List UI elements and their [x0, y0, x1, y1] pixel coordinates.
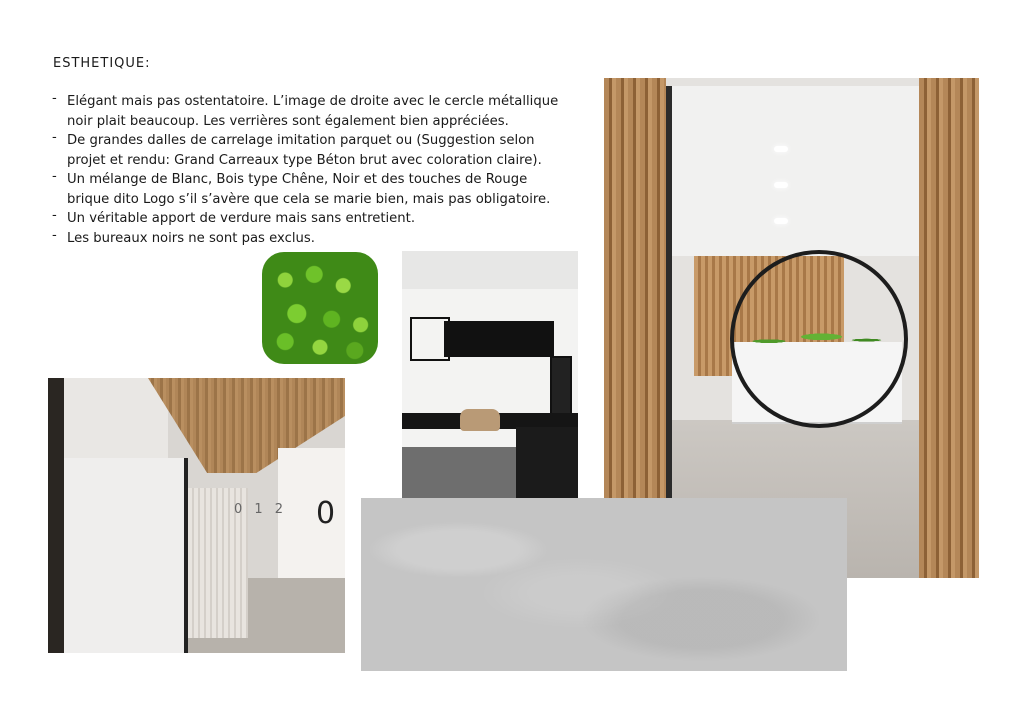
bullet-item: - Elégant mais pas ostentatoire. L’image de droite avec le cercle métallique noir plait beaucoup. Les verrières sont également bien appréciées.: [50, 92, 560, 131]
moss-wall-image: [262, 252, 378, 364]
glass-partition: [64, 458, 188, 653]
office-ceiling: [402, 251, 578, 289]
room-numbers: 0 1 2: [234, 502, 288, 517]
page-heading: ESTHETIQUE:: [53, 56, 151, 71]
black-frame: [48, 378, 64, 653]
bullet-list: [50, 92, 560, 248]
ceiling-light: [774, 218, 788, 224]
wood-slats-right: [919, 78, 979, 578]
bullet-item: - Un mélange de Blanc, Bois type Chêne, Noir et des touches de Rouge brique dito Logo s’il s’avère que cela se marie bien, mais pas obligatoire.: [50, 170, 560, 209]
black-wall-cabinet: [444, 321, 554, 357]
ceiling-panel: [48, 378, 168, 458]
bullet-item: - De grandes dalles de carrelage imitation parquet ou (Suggestion selon projet et rendu: Grand Carreaux type Béton brut avec coloration claire).: [50, 131, 560, 170]
concrete-tile-sample: [361, 498, 847, 671]
bullet-item: - Les bureaux noirs ne sont pas exclus.: [50, 229, 560, 249]
black-desk-office-image: [402, 251, 578, 515]
corridor-glass-partition-image: [48, 378, 345, 653]
bullet-item: - Un véritable apport de verdure mais sans entretient.: [50, 209, 560, 229]
metal-circle: [730, 250, 908, 428]
desk-cabinet: [516, 427, 578, 505]
wood-chair: [460, 409, 500, 431]
room-large-digit: 0: [316, 496, 336, 531]
reception-ceiling: [672, 86, 919, 256]
ceiling-light: [774, 182, 788, 188]
ceiling-light: [774, 146, 788, 152]
